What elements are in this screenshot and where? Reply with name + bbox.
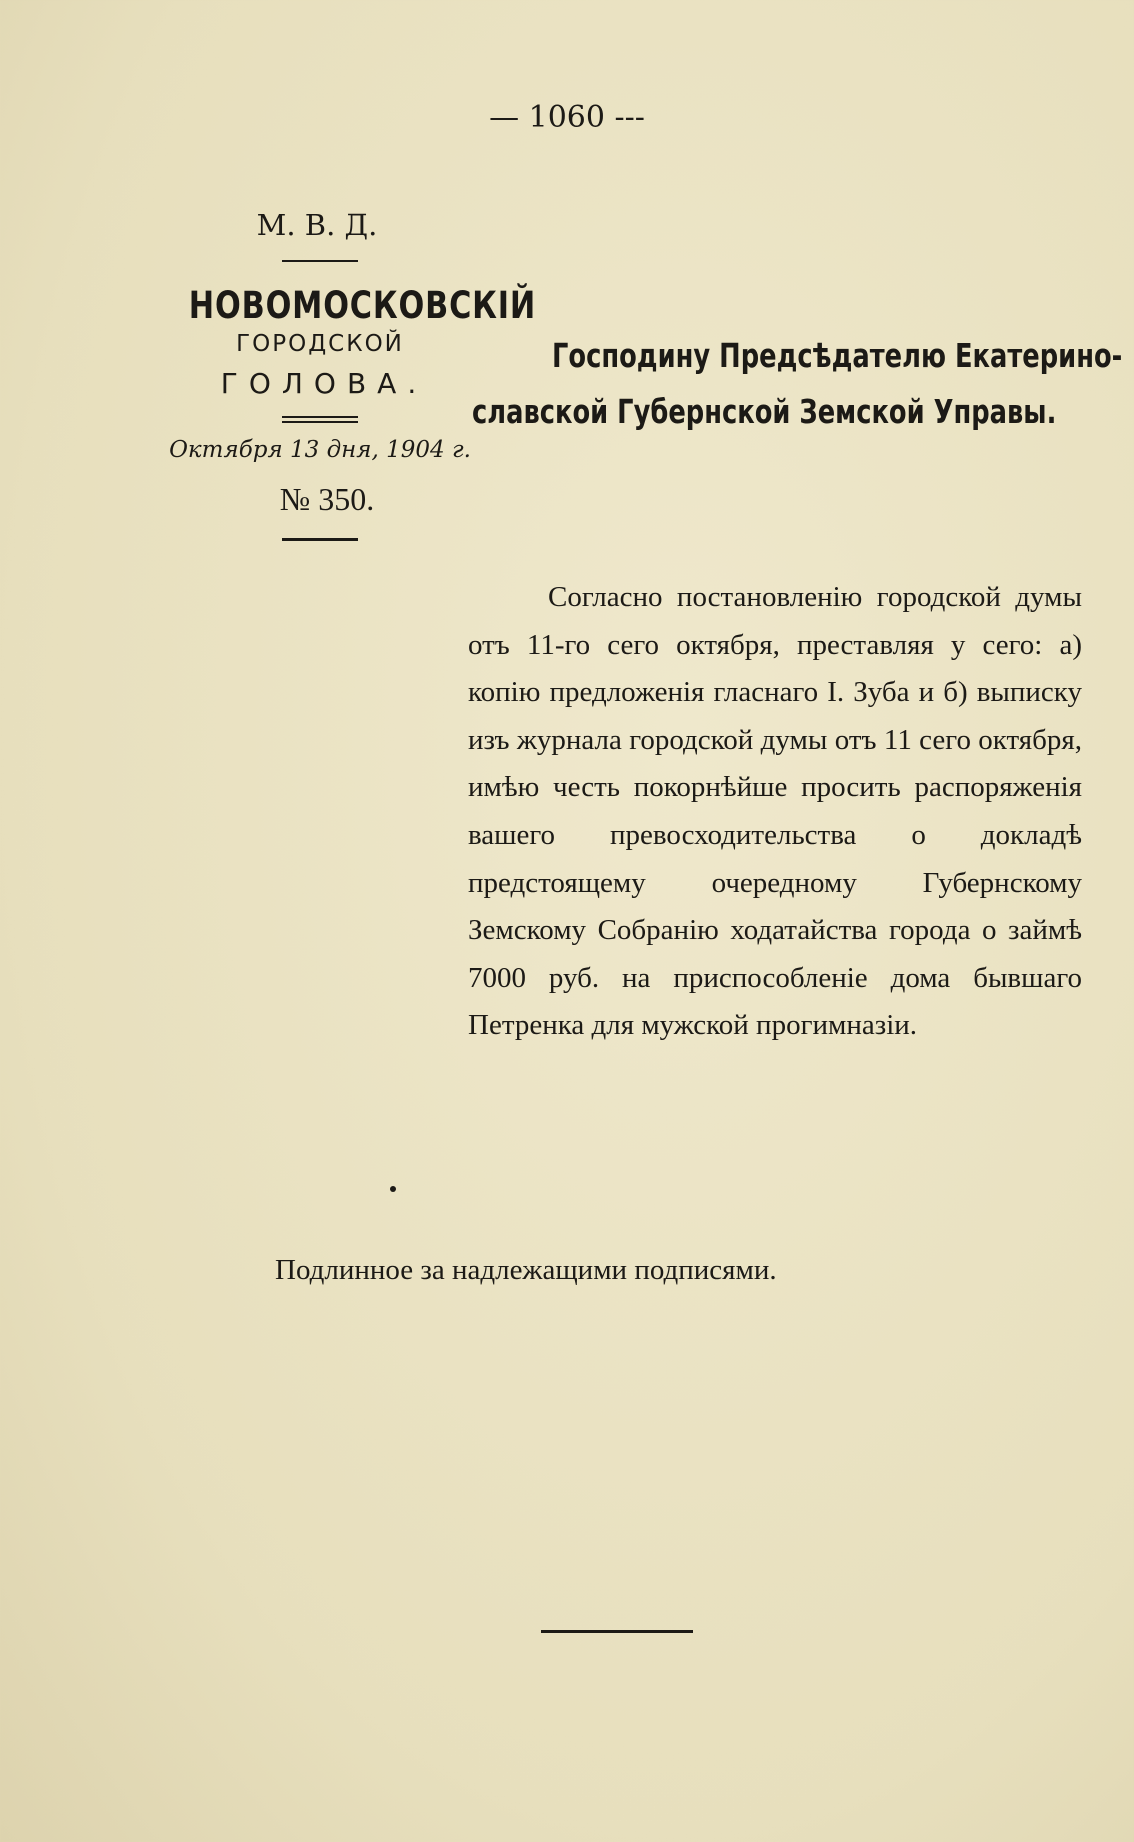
addressee (470, 328, 1123, 440)
document-number: № 350. (279, 481, 375, 517)
divider (282, 538, 358, 541)
divider (282, 260, 358, 262)
letterhead (160, 208, 537, 541)
date-line: Октября 13 дня, 1904 г. (169, 437, 471, 463)
city-name: НОВОМОСКОВСКІЙ (188, 284, 537, 327)
head-title: ГОЛОВА. (220, 367, 428, 400)
page-number: — 1060 --- (489, 100, 645, 135)
double-divider (282, 416, 358, 423)
addressee-line: Господину Предсѣдателю Екатерино- (552, 336, 1123, 375)
ministry-label: М. В. Д. (256, 208, 378, 242)
end-divider (541, 1630, 693, 1633)
signature-note: Подлинное за надлежащими подписями. (275, 1254, 777, 1286)
city-adjective: ГОРОДСКОЙ (236, 331, 404, 357)
ink-dot (390, 1186, 396, 1192)
letter-body: Согласно постановленію городской думы отъ 11-го сего октября, преставляя у сего: а) копію предложенія гласнаго І. Зуба и б) выписку изъ журнала городской думы отъ 11 сего октября, имѣю честь покорнѣйше просить распоряженія вашего превосходительства о докладѣ предстоящему очередному Губернскому Земскому Собранію ходатайства города о займѣ 7000 руб. на приспособленіе дома бывшаго Петренка для мужской прогимназіи. (468, 581, 1082, 1042)
addressee-line: славской Губернской Земской Управы. (472, 392, 1057, 431)
